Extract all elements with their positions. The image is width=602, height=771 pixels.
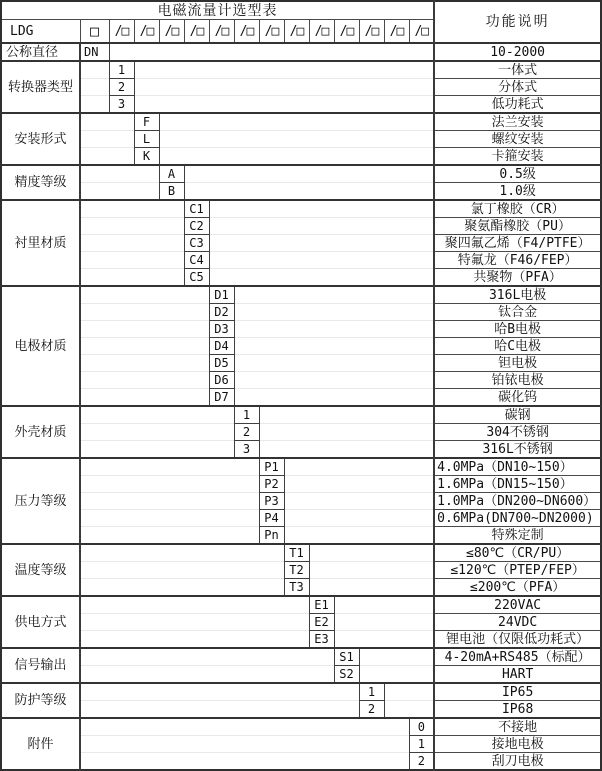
option-description: 1.0MPa（DN200~DN600） (434, 493, 601, 510)
option-code-cell: B (159, 183, 184, 201)
option-code-cell: 1 (409, 736, 434, 753)
selection-row (1, 476, 601, 493)
option-code-cell: T2 (284, 562, 309, 579)
model-slot-placeholder: /□ (409, 20, 434, 44)
model-slot-placeholder: /□ (359, 20, 384, 44)
category-label: 信号输出 (1, 648, 80, 683)
gap-cell (259, 441, 434, 459)
gap-cell (80, 579, 284, 597)
model-slot-placeholder: /□ (234, 20, 259, 44)
option-description: 1.0级 (434, 183, 601, 201)
category-label: 温度等级 (1, 544, 80, 596)
option-description: 氯丁橡胶（CR） (434, 200, 601, 218)
title-row (1, 1, 601, 20)
selection-row (1, 96, 601, 114)
gap-cell (80, 372, 209, 389)
gap-cell (80, 701, 359, 719)
category-label: 安装形式 (1, 113, 80, 165)
option-code-cell: C1 (184, 200, 209, 218)
gap-cell (80, 441, 234, 459)
selection-row (1, 131, 601, 148)
gap-cell (384, 701, 434, 719)
gap-cell (234, 304, 434, 321)
gap-cell (80, 718, 409, 736)
gap-cell (284, 493, 434, 510)
option-description: 接地电极 (434, 736, 601, 753)
option-description: 1.6MPa（DN15~150） (434, 476, 601, 493)
function-description-header: 功能说明 (434, 1, 601, 43)
gap-cell (209, 269, 434, 287)
selection-row (1, 113, 601, 131)
selection-row (1, 286, 601, 304)
gap-cell (80, 96, 109, 114)
option-description: 24VDC (434, 614, 601, 631)
option-description: 哈C电极 (434, 338, 601, 355)
selection-row (1, 562, 601, 579)
gap-cell (80, 458, 259, 476)
category-label: 转换器类型 (1, 61, 80, 113)
gap-cell (80, 631, 309, 649)
gap-cell (234, 338, 434, 355)
selection-row (1, 218, 601, 235)
gap-cell (334, 614, 434, 631)
gap-cell (309, 562, 434, 579)
gap-cell (209, 252, 434, 269)
option-code-cell: F (134, 113, 159, 131)
option-code-cell: 2 (409, 753, 434, 771)
option-description: 聚四氟乙烯（F4/PTFE） (434, 235, 601, 252)
gap-cell (80, 424, 234, 441)
gap-cell (80, 683, 359, 701)
gap-cell (80, 614, 309, 631)
selection-row (1, 441, 601, 459)
selection-row (1, 321, 601, 338)
gap-cell (80, 165, 159, 183)
option-code-cell: 3 (109, 96, 134, 114)
selection-row (1, 718, 601, 736)
category-label: 电极材质 (1, 286, 80, 406)
model-slot-placeholder: /□ (259, 20, 284, 44)
option-description: IP68 (434, 701, 601, 719)
gap-cell (80, 304, 209, 321)
option-code-cell: Pn (259, 527, 284, 545)
gap-cell (259, 406, 434, 424)
option-description: 钛合金 (434, 304, 601, 321)
gap-cell (80, 131, 134, 148)
model-prefix: LDG (1, 20, 80, 44)
gap-cell (359, 648, 434, 666)
gap-cell (80, 355, 209, 372)
option-description: 铂铱电极 (434, 372, 601, 389)
category-label: 外壳材质 (1, 406, 80, 458)
selection-row (1, 753, 601, 771)
category-label: 附件 (1, 718, 80, 770)
gap-cell (134, 96, 434, 114)
option-description: 聚氨酯橡胶（PU） (434, 218, 601, 235)
selection-row (1, 736, 601, 753)
gap-cell (234, 355, 434, 372)
model-slot-placeholder: /□ (184, 20, 209, 44)
option-description: 0.5级 (434, 165, 601, 183)
selection-row (1, 579, 601, 597)
gap-cell (80, 510, 259, 527)
gap-cell (134, 79, 434, 96)
model-box-placeholder: □ (80, 20, 109, 44)
option-code-cell: D1 (209, 286, 234, 304)
option-code-cell: 2 (359, 701, 384, 719)
option-code-cell: T1 (284, 544, 309, 562)
gap-cell (80, 389, 209, 407)
gap-cell (309, 579, 434, 597)
gap-cell (209, 235, 434, 252)
category-label-diameter: 公称直径 (1, 43, 80, 61)
table-title: 电磁流量计选型表 (1, 1, 434, 20)
option-code-cell: C2 (184, 218, 209, 235)
selection-row (1, 458, 601, 476)
option-code-cell: K (134, 148, 159, 166)
option-code-cell: D7 (209, 389, 234, 407)
option-description: 0.6MPa(DN700~DN2000) (434, 510, 601, 527)
option-description: IP65 (434, 683, 601, 701)
option-description: 4-20mA+RS485（标配） (434, 648, 601, 666)
gap-cell (80, 183, 159, 201)
gap-cell (80, 544, 284, 562)
option-description: 锂电池（仅限低功耗式） (434, 631, 601, 649)
gap-cell (80, 235, 184, 252)
option-description: 220VAC (434, 596, 601, 614)
gap-cell (80, 200, 184, 218)
gap-cell (359, 666, 434, 684)
option-code-cell: 1 (359, 683, 384, 701)
option-code-cell: E2 (309, 614, 334, 631)
option-description: 不接地 (434, 718, 601, 736)
gap-cell (234, 321, 434, 338)
selection-row (1, 200, 601, 218)
selection-row (1, 269, 601, 287)
option-code-cell: P4 (259, 510, 284, 527)
option-code-cell: D5 (209, 355, 234, 372)
selection-row (1, 544, 601, 562)
selection-row (1, 648, 601, 666)
model-slot-placeholder: /□ (334, 20, 359, 44)
selection-row (1, 372, 601, 389)
gap-cell (384, 683, 434, 701)
option-code-cell: S2 (334, 666, 359, 684)
option-description: 法兰安装 (434, 113, 601, 131)
option-code-cell: E3 (309, 631, 334, 649)
option-code-cell: L (134, 131, 159, 148)
option-code-cell: P3 (259, 493, 284, 510)
selection-row (1, 338, 601, 355)
option-code-cell: S1 (334, 648, 359, 666)
selection-row (1, 304, 601, 321)
option-code-cell: 3 (234, 441, 259, 459)
gap-cell (80, 79, 109, 96)
gap-cell (284, 510, 434, 527)
option-description: 刮刀电极 (434, 753, 601, 771)
gap-cell (309, 544, 434, 562)
option-description: 哈B电极 (434, 321, 601, 338)
selection-row (1, 79, 601, 96)
gap-cell (159, 148, 434, 166)
option-code-cell: 1 (234, 406, 259, 424)
gap-cell (80, 218, 184, 235)
category-label: 压力等级 (1, 458, 80, 544)
option-code-cell: C3 (184, 235, 209, 252)
selection-row (1, 614, 601, 631)
gap-cell (209, 200, 434, 218)
selection-row (1, 252, 601, 269)
gap-cell (184, 165, 434, 183)
model-slot-placeholder: /□ (384, 20, 409, 44)
model-slot-placeholder: /□ (109, 20, 134, 44)
model-slot-placeholder: /□ (284, 20, 309, 44)
category-label: 衬里材质 (1, 200, 80, 286)
gap-cell (80, 666, 334, 684)
selection-row (1, 527, 601, 545)
selection-row (1, 666, 601, 684)
gap-cell (159, 113, 434, 131)
option-description: 316L电极 (434, 286, 601, 304)
selection-row (1, 61, 601, 79)
selection-row (1, 389, 601, 407)
option-code-cell: D4 (209, 338, 234, 355)
gap-cell (184, 183, 434, 201)
option-description: 共聚物（PFA） (434, 269, 601, 287)
selection-row (1, 148, 601, 166)
gap-cell (80, 148, 134, 166)
gap-cell (80, 527, 259, 545)
option-code-cell: 2 (234, 424, 259, 441)
option-description: ≤80℃（CR/PU） (434, 544, 601, 562)
option-code-cell: E1 (309, 596, 334, 614)
option-description: 螺纹安装 (434, 131, 601, 148)
gap-cell (80, 753, 409, 771)
option-code-cell: P1 (259, 458, 284, 476)
gap-cell (80, 252, 184, 269)
option-code-cell: D3 (209, 321, 234, 338)
selection-row (1, 165, 601, 183)
option-description: 钽电极 (434, 355, 601, 372)
gap-cell (284, 458, 434, 476)
model-slot-placeholder: /□ (134, 20, 159, 44)
gap-cell (80, 286, 209, 304)
option-description: 低功耗式 (434, 96, 601, 114)
gap-cell (234, 286, 434, 304)
category-label: 供电方式 (1, 596, 80, 648)
dn-code-cell: DN (80, 43, 109, 61)
selection-row (1, 596, 601, 614)
selection-row (1, 493, 601, 510)
selection-row (1, 683, 601, 701)
model-slot-placeholder: /□ (309, 20, 334, 44)
option-code-cell: T3 (284, 579, 309, 597)
selection-row (1, 406, 601, 424)
option-description: ≤120℃（PTEP/FEP） (434, 562, 601, 579)
dn-gap-cell (109, 43, 434, 61)
nominal-diameter-row (1, 43, 601, 61)
option-description: 一体式 (434, 61, 601, 79)
model-slot-placeholder: /□ (159, 20, 184, 44)
option-code-cell: 1 (109, 61, 134, 79)
option-description: 碳钢 (434, 406, 601, 424)
option-code-cell: C4 (184, 252, 209, 269)
gap-cell (80, 338, 209, 355)
gap-cell (80, 596, 309, 614)
selection-row (1, 183, 601, 201)
gap-cell (234, 389, 434, 407)
option-description: 碳化钨 (434, 389, 601, 407)
gap-cell (334, 596, 434, 614)
gap-cell (80, 476, 259, 493)
option-description: HART (434, 666, 601, 684)
gap-cell (234, 372, 434, 389)
selection-row (1, 355, 601, 372)
gap-cell (284, 527, 434, 545)
selection-row (1, 631, 601, 649)
option-code-cell: A (159, 165, 184, 183)
option-code-cell: 2 (109, 79, 134, 96)
option-description: 4.0MPa（DN10~150） (434, 458, 601, 476)
gap-cell (284, 476, 434, 493)
option-description: 分体式 (434, 79, 601, 96)
option-description: 特殊定制 (434, 527, 601, 545)
option-description: 特氟龙（F46/FEP） (434, 252, 601, 269)
option-description: 316L不锈钢 (434, 441, 601, 459)
selection-row (1, 424, 601, 441)
gap-cell (80, 269, 184, 287)
option-code-cell: D2 (209, 304, 234, 321)
gap-cell (80, 736, 409, 753)
gap-cell (80, 61, 109, 79)
gap-cell (259, 424, 434, 441)
selection-row (1, 701, 601, 719)
option-code-cell: C5 (184, 269, 209, 287)
gap-cell (80, 648, 334, 666)
option-description: 卡箍安装 (434, 148, 601, 166)
model-slot-placeholder: /□ (209, 20, 234, 44)
option-code-cell: 0 (409, 718, 434, 736)
selection-row (1, 510, 601, 527)
gap-cell (80, 406, 234, 424)
category-label: 精度等级 (1, 165, 80, 200)
gap-cell (80, 493, 259, 510)
gap-cell (80, 113, 134, 131)
gap-cell (334, 631, 434, 649)
option-description: 304不锈钢 (434, 424, 601, 441)
gap-cell (80, 321, 209, 338)
selection-row (1, 235, 601, 252)
gap-cell (209, 218, 434, 235)
gap-cell (80, 562, 284, 579)
category-label: 防护等级 (1, 683, 80, 718)
dn-description: 10-2000 (434, 43, 601, 61)
option-code-cell: P2 (259, 476, 284, 493)
gap-cell (134, 61, 434, 79)
gap-cell (159, 131, 434, 148)
option-description: ≤200℃（PFA） (434, 579, 601, 597)
option-code-cell: D6 (209, 372, 234, 389)
